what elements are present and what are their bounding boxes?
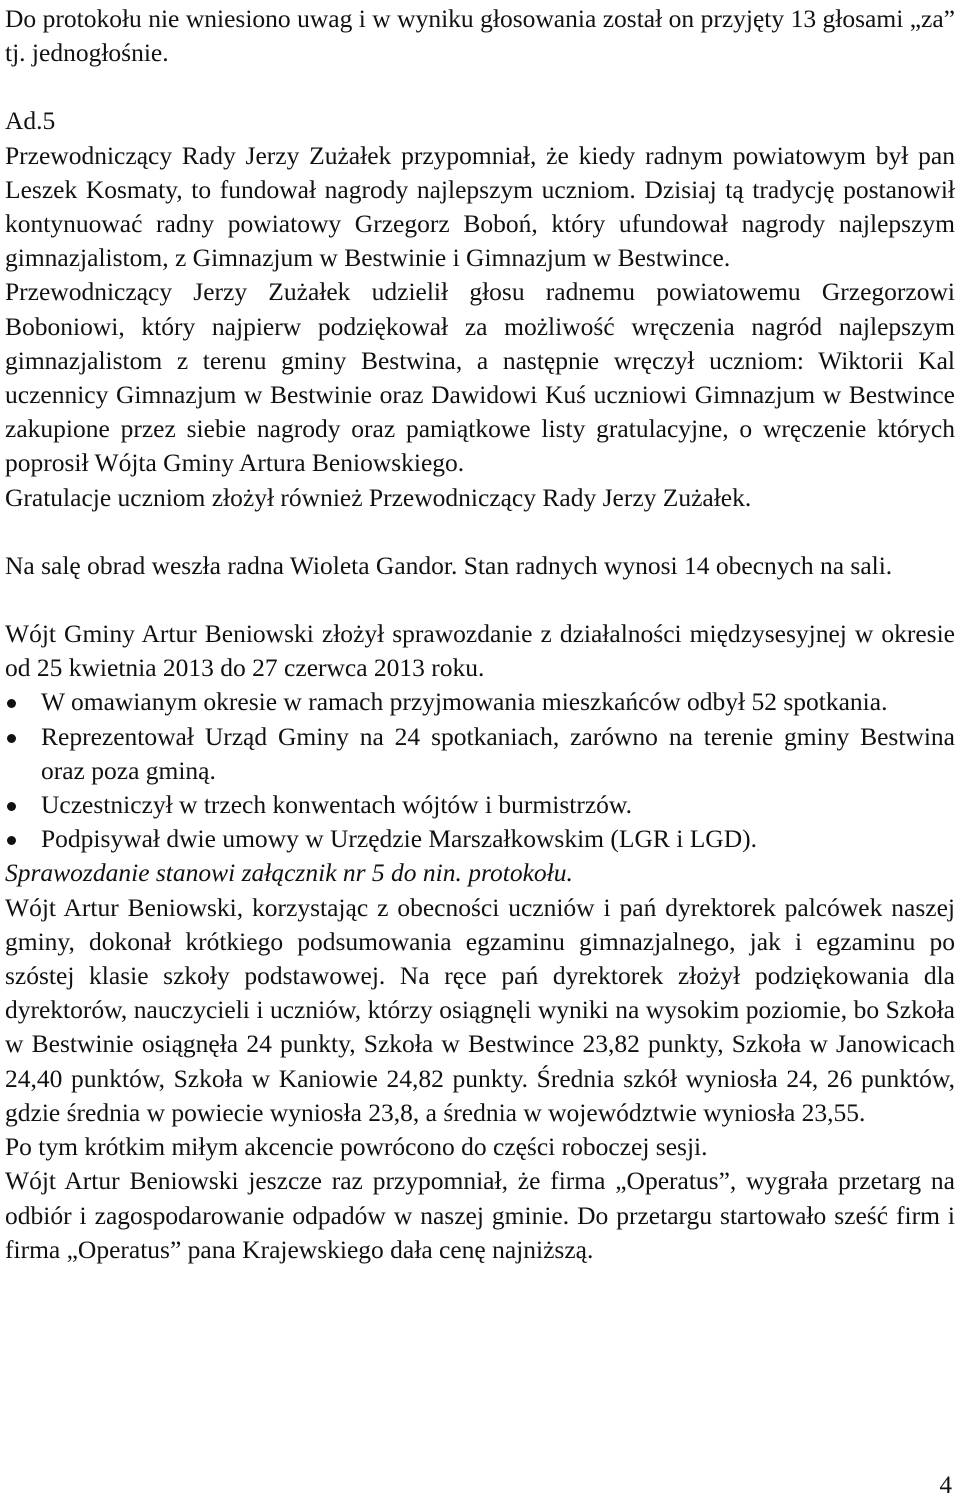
page-number: 4 <box>939 1471 952 1499</box>
list-item-text: Podpisywał dwie umowy w Urzędzie Marszałkowskim (LGR i LGD). <box>41 824 757 854</box>
spacer <box>5 70 955 104</box>
spacer <box>5 515 955 549</box>
list-item-text: Uczestniczył w trzech konwentach wójtów i burmistrzów. <box>41 790 633 820</box>
paragraph-awards-intro: Przewodniczący Rady Jerzy Zużałek przypomniał, że kiedy radnym powiatowym był pan Leszek Kosmaty, to fundował nagrody najlepszym uczniom. Dzisiaj tą tradycję postanowił kontynuować radny powiatowy Grzegorz Boboń, który ufundował nagrody najlepszym gimnazjalistom, z Gimnazjum w Bestwinie i Gimnazjum w Bestwince. <box>5 140 955 273</box>
list-item <box>5 720 955 788</box>
bullet-icon <box>7 699 16 708</box>
list-item-text: W omawianym okresie w ramach przyjmowania mieszkańców odbył 52 spotkania. <box>41 687 888 717</box>
paragraph-congratulations: Gratulacje uczniom złożył również Przewodniczący Rady Jerzy Zużałek. <box>5 482 752 512</box>
paragraph-waste-tender: Wójt Artur Beniowski jeszcze raz przypomniał, że firma „Operatus”, wygrała przetarg na odbiór i zagospodarowanie odpadów w naszej gminie. Do przetargu startowało sześć firm i firma „Operatus” pana Krajewskiego dała cenę najniższą. <box>5 1166 955 1264</box>
report-bullet-list <box>5 685 955 856</box>
list-item <box>5 822 955 856</box>
paragraph-report-intro: Wójt Gminy Artur Beniowski złożył sprawozdanie z działalności międzysesyjnej w okresie od 25 kwietnia 2013 do 27 czerwca 2013 roku. <box>5 619 955 683</box>
paragraph-awards-presentation: Przewodniczący Jerzy Zużałek udzielił głosu radnemu powiatowemu Grzegorzowi Boboniowi, który najpierw podziękował za możliwość wręczenia nagród najlepszym gimnazjalistom z terenu gminy Bestwina, a następnie wręczył uczniom: Wiktorii Kal uczennicy Gimnazjum w Bestwinie oraz Dawidowi Kuś uczniowi Gimnazjum w Bestwince zakupione przez siebie nagrody oraz pamiątkowe listy gratulacyjne, o wręczenie których poprosił Wójta Gminy Artura Beniowskiego. <box>5 277 955 478</box>
list-item-text: Reprezentował Urząd Gminy na 24 spotkaniach, zarówno na terenie gminy Bestwina oraz poza gminą. <box>41 721 955 785</box>
document-page <box>5 2 955 1267</box>
paragraph-protocol-vote: Do protokołu nie wniesiono uwag i w wyniku głosowania został on przyjęty 13 głosami „za” tj. jednogłośnie. <box>5 4 955 68</box>
paragraph-exam-results: Wójt Artur Beniowski, korzystając z obecności uczniów i pań dyrektorek palcówek naszej gminy, dokonał krótkiego podsumowania egzaminu gimnazjalnego, jak i egzaminu po szóstej klasie szkoły podstawowej. Na ręce pań dyrektorek złożył podziękowania dla dyrektorów, nauczycieli i uczniów, którzy osiągnęli wyniki na wysokim poziomie, bo Szkoła w Bestwinie osiągnęła 24 punkty, Szkoła w Bestwince 23,82 punkty, Szkoła w Janowicach 24,40 punktów, Szkoła w Kaniowie 24,82 punkty. Średnia szkół wyniosła 24, 26 punktów, gdzie średnia w powiecie wyniosła 23,8, a średnia w województwie wyniosła 23,55. <box>5 892 955 1127</box>
bullet-icon <box>7 836 16 845</box>
list-item <box>5 685 955 719</box>
spacer <box>5 583 955 617</box>
bullet-icon <box>7 802 16 811</box>
paragraph-return-to-session: Po tym krótkim miłym akcencie powrócono do części roboczej sesji. <box>5 1132 708 1162</box>
section-heading: Ad.5 <box>5 106 56 136</box>
paragraph-attachment-note: Sprawozdanie stanowi załącznik nr 5 do nin. protokołu. <box>5 858 573 888</box>
list-item <box>5 788 955 822</box>
paragraph-attendance: Na salę obrad weszła radna Wioleta Gandor. Stan radnych wynosi 14 obecnych na sali. <box>5 550 893 580</box>
bullet-icon <box>7 734 16 743</box>
